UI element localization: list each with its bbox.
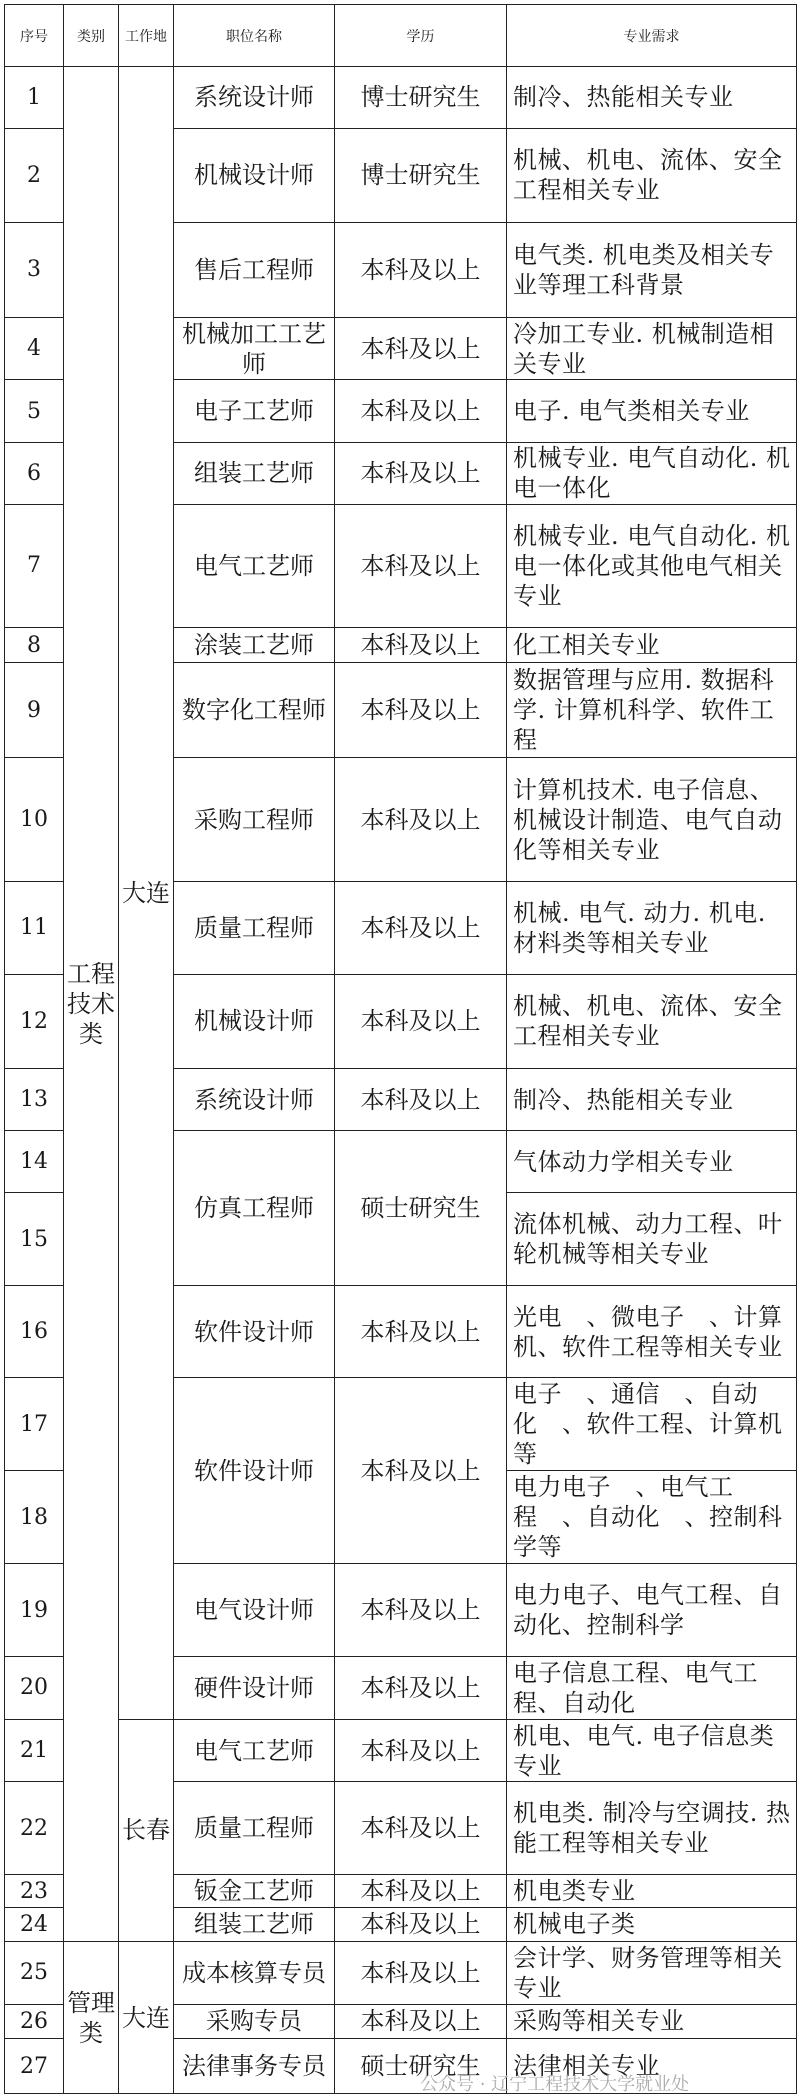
- row-number: 7: [5, 504, 64, 627]
- category-label: 管理类: [67, 1988, 115, 2047]
- row-number: 21: [5, 1719, 64, 1782]
- education: 本科及以上: [335, 1068, 507, 1131]
- row-number: 13: [5, 1068, 64, 1131]
- major-requirement: 电气类. 机电类及相关专业等理工科背景: [507, 222, 797, 317]
- education: 本科及以上: [335, 758, 507, 881]
- position-name: 软件设计师: [174, 1378, 335, 1564]
- row-number: 23: [5, 1875, 64, 1907]
- row-number: 4: [5, 317, 64, 380]
- major-requirement: 机电类. 制冷与空调技. 热能工程等相关专业: [507, 1782, 797, 1875]
- major-requirement: 电力电子 、电气工程 、自动化 、控制科学等: [507, 1471, 797, 1564]
- education: 本科及以上: [335, 1875, 507, 1907]
- category-label: 工程技术类: [67, 960, 115, 1049]
- education: 本科及以上: [335, 443, 507, 505]
- location-cell: [119, 1719, 174, 1941]
- position-name: 硬件设计师: [174, 1657, 335, 1720]
- education: 本科及以上: [335, 317, 507, 380]
- row-number: 16: [5, 1286, 64, 1378]
- row-number: 11: [5, 881, 64, 974]
- row-number: 18: [5, 1471, 64, 1564]
- row-number: 12: [5, 974, 64, 1068]
- watermark: 公众号 · 辽宁工程技术大学就业处: [420, 2074, 690, 2095]
- category-cell: [64, 1942, 119, 2094]
- positions-table: [4, 4, 797, 2094]
- education: 本科及以上: [335, 1719, 507, 1782]
- position-name: 软件设计师: [174, 1286, 335, 1378]
- major-requirement: 化工相关专业: [507, 628, 797, 663]
- row-number: 9: [5, 663, 64, 758]
- major-requirement: 冷加工专业. 机械制造相关专业: [507, 317, 797, 380]
- position-name: 电子工艺师: [174, 380, 335, 443]
- row-number: 1: [5, 67, 64, 129]
- major-requirement: 电子 、通信 、自动化 、软件工程、计算机等: [507, 1378, 797, 1471]
- position-name: 机械设计师: [174, 128, 335, 222]
- education: 博士研究生: [335, 67, 507, 129]
- education: 本科及以上: [335, 974, 507, 1068]
- major-requirement: 流体机械、动力工程、叶轮机械等相关专业: [507, 1193, 797, 1286]
- position-name: 质量工程师: [174, 1782, 335, 1875]
- position-name: 系统设计师: [174, 1068, 335, 1131]
- major-requirement: 机械. 电气. 动力. 机电. 材料类等相关专业: [507, 881, 797, 974]
- location-cell: [119, 1942, 174, 2094]
- education: 本科及以上: [335, 1378, 507, 1564]
- position-name: 售后工程师: [174, 222, 335, 317]
- major-requirement: 电力电子、电气工程、自动化、控制科学: [507, 1564, 797, 1657]
- position-name: 采购专员: [174, 2004, 335, 2038]
- major-requirement: 机械专业. 电气自动化. 机电一体化或其他电气相关专业: [507, 504, 797, 627]
- major-requirement: 气体动力学相关专业: [507, 1131, 797, 1193]
- major-requirement: 计算机技术. 电子信息、机械设计制造、电气自动化等相关专业: [507, 758, 797, 881]
- major-requirement: 电子信息工程、电气工程、自动化: [507, 1657, 797, 1720]
- education: 本科及以上: [335, 1286, 507, 1378]
- major-requirement: 光电 、微电子 、计算机、软件工程等相关专业: [507, 1286, 797, 1378]
- header-major: 专业需求: [507, 5, 797, 67]
- education: 本科及以上: [335, 1907, 507, 1941]
- education: 本科及以上: [335, 1782, 507, 1875]
- major-requirement: 数据管理与应用. 数据科学. 计算机科学、软件工程: [507, 663, 797, 758]
- table-row: [5, 1942, 797, 2005]
- education: 本科及以上: [335, 2004, 507, 2038]
- row-number: 5: [5, 380, 64, 443]
- header-category: 类别: [64, 5, 119, 67]
- education: 本科及以上: [335, 881, 507, 974]
- row-number: 25: [5, 1942, 64, 2005]
- table-row: [5, 1719, 797, 1782]
- row-number: 6: [5, 443, 64, 505]
- position-name: 机械设计师: [174, 974, 335, 1068]
- position-name: 组装工艺师: [174, 443, 335, 505]
- education: 本科及以上: [335, 663, 507, 758]
- header-education: 学历: [335, 5, 507, 67]
- position-name: 机械加工工艺师: [174, 317, 335, 380]
- education: 本科及以上: [335, 628, 507, 663]
- position-name: 电气工艺师: [174, 504, 335, 627]
- location-label: 长春: [122, 1816, 170, 1845]
- education: 本科及以上: [335, 1657, 507, 1720]
- education: 本科及以上: [335, 1942, 507, 2005]
- position-name: 电气工艺师: [174, 1719, 335, 1782]
- education: 本科及以上: [335, 1564, 507, 1657]
- position-name: 仿真工程师: [174, 1131, 335, 1286]
- row-number: 10: [5, 758, 64, 881]
- major-requirement: 机械、机电、流体、安全工程相关专业: [507, 128, 797, 222]
- row-number: 20: [5, 1657, 64, 1720]
- major-requirement: 制冷、热能相关专业: [507, 67, 797, 129]
- row-number: 27: [5, 2039, 64, 2094]
- header-location: 工作地: [119, 5, 174, 67]
- row-number: 17: [5, 1378, 64, 1471]
- category-cell: [64, 67, 119, 1942]
- education: 本科及以上: [335, 380, 507, 443]
- table-row: [5, 67, 797, 129]
- position-name: 组装工艺师: [174, 1907, 335, 1941]
- major-requirement: 机电、电气. 电子信息类专业: [507, 1719, 797, 1782]
- education: 硕士研究生: [335, 2039, 507, 2094]
- row-number: 26: [5, 2004, 64, 2038]
- position-name: 系统设计师: [174, 67, 335, 129]
- position-name: 钣金工艺师: [174, 1875, 335, 1907]
- education: 博士研究生: [335, 128, 507, 222]
- position-name: 质量工程师: [174, 881, 335, 974]
- major-requirement: 会计学、财务管理等相关专业: [507, 1942, 797, 2005]
- header-no: 序号: [5, 5, 64, 67]
- location-label: 大连: [122, 878, 170, 907]
- row-number: 15: [5, 1193, 64, 1286]
- position-name: 数字化工程师: [174, 663, 335, 758]
- major-requirement: 采购等相关专业: [507, 2004, 797, 2038]
- row-number: 14: [5, 1131, 64, 1193]
- major-requirement: 法律相关专业: [507, 2039, 797, 2094]
- major-requirement: 机械专业. 电气自动化. 机电一体化: [507, 443, 797, 505]
- row-number: 2: [5, 128, 64, 222]
- location-cell: [119, 67, 174, 1720]
- row-number: 8: [5, 628, 64, 663]
- position-name: 法律事务专员: [174, 2039, 335, 2094]
- major-requirement: 机械电子类: [507, 1907, 797, 1941]
- row-number: 22: [5, 1782, 64, 1875]
- position-name: 涂装工艺师: [174, 628, 335, 663]
- major-requirement: 机电类专业: [507, 1875, 797, 1907]
- header-row: [5, 5, 797, 67]
- position-name: 采购工程师: [174, 758, 335, 881]
- major-requirement: 机械、机电、流体、安全工程相关专业: [507, 974, 797, 1068]
- major-requirement: 制冷、热能相关专业: [507, 1068, 797, 1131]
- row-number: 19: [5, 1564, 64, 1657]
- position-name: 成本核算专员: [174, 1942, 335, 2005]
- header-position: 职位名称: [174, 5, 335, 67]
- row-number: 24: [5, 1907, 64, 1941]
- position-name: 电气设计师: [174, 1564, 335, 1657]
- education: 本科及以上: [335, 222, 507, 317]
- location-label: 大连: [122, 2003, 170, 2032]
- education: 硕士研究生: [335, 1131, 507, 1286]
- education: 本科及以上: [335, 504, 507, 627]
- row-number: 3: [5, 222, 64, 317]
- major-requirement: 电子. 电气类相关专业: [507, 380, 797, 443]
